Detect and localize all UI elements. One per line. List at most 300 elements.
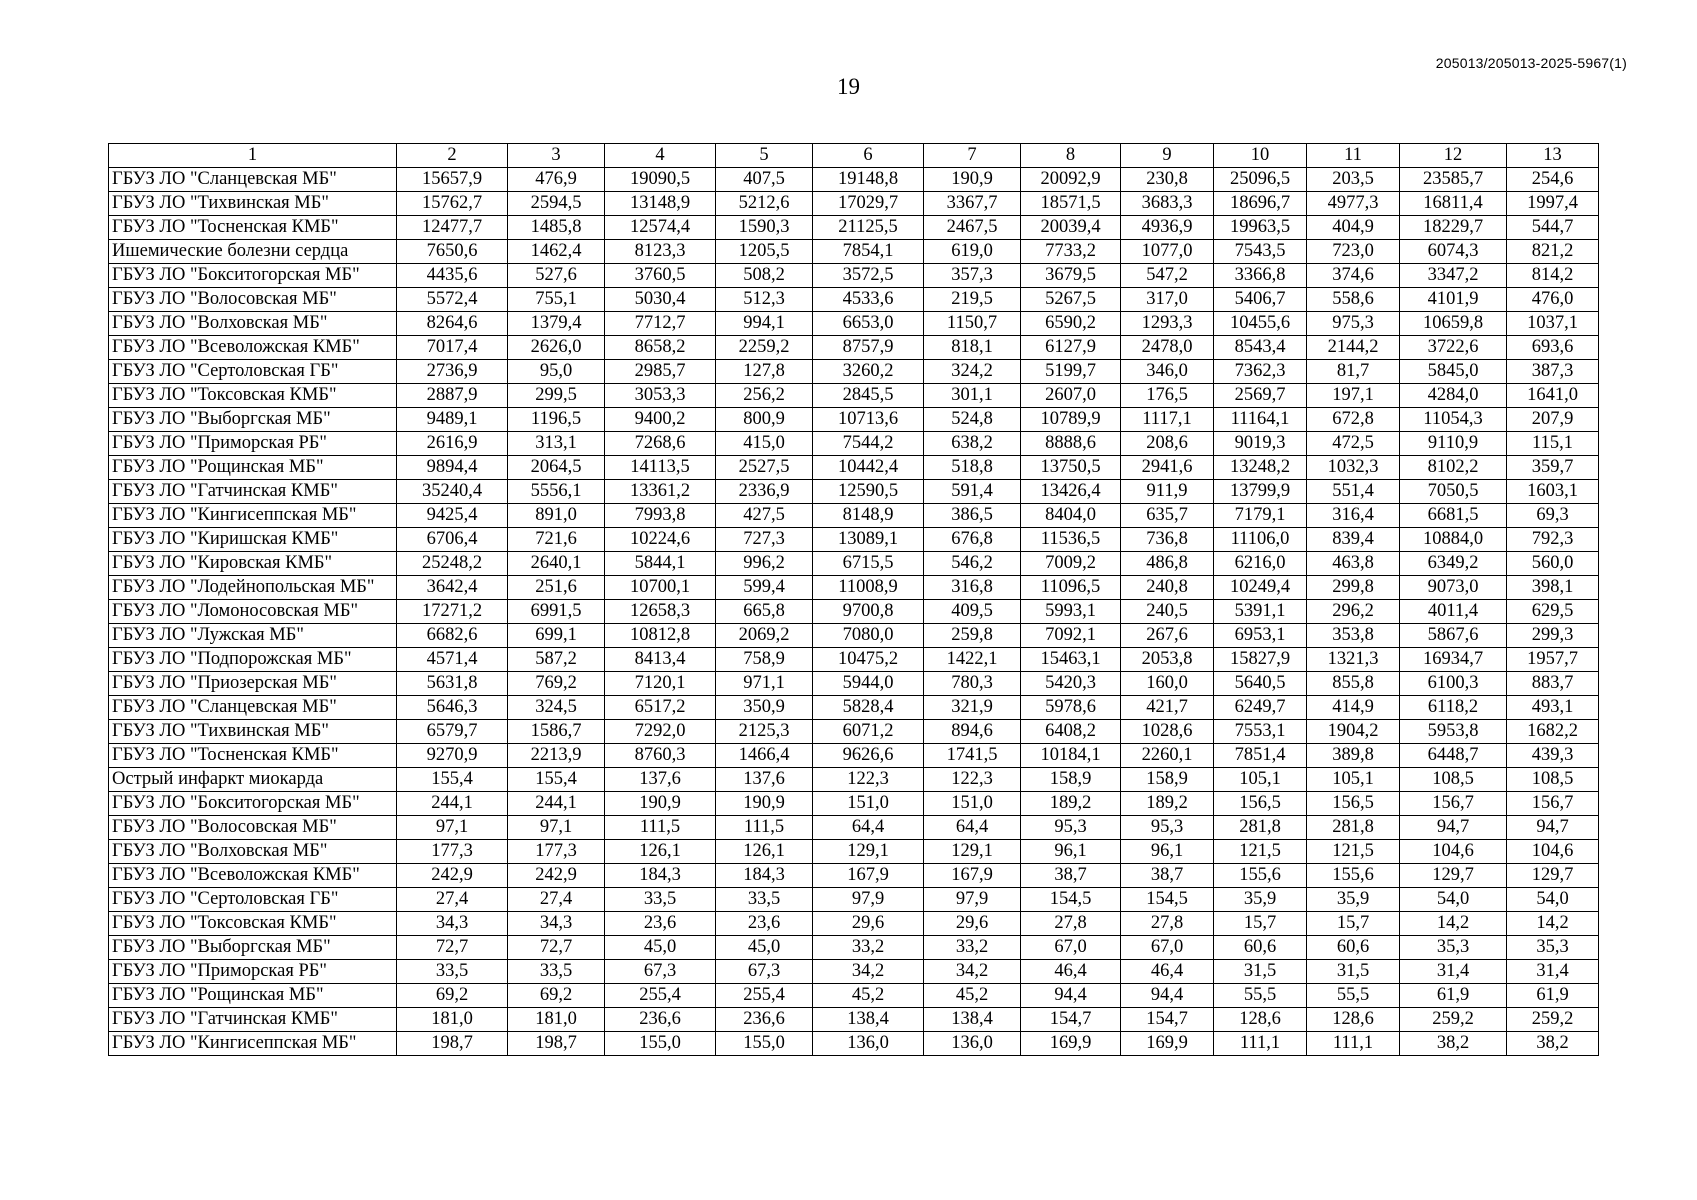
table-cell: 3053,3 xyxy=(605,384,716,408)
table-cell: 97,1 xyxy=(397,816,508,840)
table-row xyxy=(109,1032,1599,1056)
table-cell: 5212,6 xyxy=(716,192,813,216)
table-cell: 31,5 xyxy=(1307,960,1400,984)
table-cell: 7733,2 xyxy=(1021,240,1121,264)
table-cell: 129,7 xyxy=(1400,864,1507,888)
table-cell: 551,4 xyxy=(1307,480,1400,504)
table-cell: 544,7 xyxy=(1507,216,1599,240)
table-cell: 792,3 xyxy=(1507,528,1599,552)
table-cell: 16934,7 xyxy=(1400,648,1507,672)
table-row xyxy=(109,504,1599,528)
table-cell: 321,9 xyxy=(924,696,1021,720)
table-cell: 439,3 xyxy=(1507,744,1599,768)
table-cell: 15,7 xyxy=(1214,912,1307,936)
row-label: ГБУЗ ЛО "Тосненская КМБ" xyxy=(109,216,397,240)
table-row xyxy=(109,552,1599,576)
table-cell: 11008,9 xyxy=(813,576,924,600)
table-cell: 665,8 xyxy=(716,600,813,624)
table-cell: 236,6 xyxy=(605,1008,716,1032)
table-cell: 136,0 xyxy=(924,1032,1021,1056)
table-cell: 7120,1 xyxy=(605,672,716,696)
table-cell: 34,2 xyxy=(813,960,924,984)
table-cell: 587,2 xyxy=(508,648,605,672)
table-cell: 769,2 xyxy=(508,672,605,696)
table-cell: 676,8 xyxy=(924,528,1021,552)
table-cell: 407,5 xyxy=(716,168,813,192)
table-cell: 34,3 xyxy=(508,912,605,936)
table-cell: 15762,7 xyxy=(397,192,508,216)
table-cell: 94,4 xyxy=(1121,984,1214,1008)
table-cell: 316,4 xyxy=(1307,504,1400,528)
table-cell: 619,0 xyxy=(924,240,1021,264)
table-cell: 96,1 xyxy=(1121,840,1214,864)
table-cell: 67,3 xyxy=(605,960,716,984)
row-label: ГБУЗ ЛО "Выборгская МБ" xyxy=(109,936,397,960)
table-cell: 2478,0 xyxy=(1121,336,1214,360)
table-cell: 2260,1 xyxy=(1121,744,1214,768)
table-cell: 255,4 xyxy=(716,984,813,1008)
table-cell: 2064,5 xyxy=(508,456,605,480)
document-id: 205013/205013-2025-5967(1) xyxy=(1435,55,1627,71)
table-cell: 6681,5 xyxy=(1400,504,1507,528)
table-cell: 9110,9 xyxy=(1400,432,1507,456)
table-cell: 254,6 xyxy=(1507,168,1599,192)
table-cell: 1037,1 xyxy=(1507,312,1599,336)
table-cell: 1150,7 xyxy=(924,312,1021,336)
table-row xyxy=(109,480,1599,504)
table-cell: 427,5 xyxy=(716,504,813,528)
table-cell: 236,6 xyxy=(716,1008,813,1032)
table-row xyxy=(109,168,1599,192)
table-cell: 33,5 xyxy=(397,960,508,984)
table-cell: 184,3 xyxy=(605,864,716,888)
table-cell: 13361,2 xyxy=(605,480,716,504)
table-cell: 4435,6 xyxy=(397,264,508,288)
table-cell: 508,2 xyxy=(716,264,813,288)
table-cell: 404,9 xyxy=(1307,216,1400,240)
table-cell: 10442,4 xyxy=(813,456,924,480)
table-cell: 2941,6 xyxy=(1121,456,1214,480)
table-cell: 6579,7 xyxy=(397,720,508,744)
table-cell: 69,2 xyxy=(397,984,508,1008)
table-cell: 19090,5 xyxy=(605,168,716,192)
table-cell: 45,0 xyxy=(605,936,716,960)
table-cell: 158,9 xyxy=(1121,768,1214,792)
table-cell: 55,5 xyxy=(1214,984,1307,1008)
table-cell: 12574,4 xyxy=(605,216,716,240)
table-cell: 524,8 xyxy=(924,408,1021,432)
table-cell: 317,0 xyxy=(1121,288,1214,312)
table-cell: 1603,1 xyxy=(1507,480,1599,504)
table-row xyxy=(109,624,1599,648)
table-row xyxy=(109,384,1599,408)
table-row xyxy=(109,720,1599,744)
table-cell: 104,6 xyxy=(1507,840,1599,864)
table-cell: 476,0 xyxy=(1507,288,1599,312)
statistics-table xyxy=(108,143,1599,1056)
table-cell: 33,5 xyxy=(508,960,605,984)
table-cell: 3347,2 xyxy=(1400,264,1507,288)
table-cell: 7553,1 xyxy=(1214,720,1307,744)
table-cell: 5646,3 xyxy=(397,696,508,720)
table-cell: 12477,7 xyxy=(397,216,508,240)
table-cell: 629,5 xyxy=(1507,600,1599,624)
table-cell: 189,2 xyxy=(1021,792,1121,816)
row-label: ГБУЗ ЛО "Приморская РБ" xyxy=(109,960,397,984)
row-label: ГБУЗ ЛО "Токсовская КМБ" xyxy=(109,912,397,936)
table-cell: 12658,3 xyxy=(605,600,716,624)
table-cell: 151,0 xyxy=(924,792,1021,816)
table-cell: 5199,7 xyxy=(1021,360,1121,384)
table-cell: 6953,1 xyxy=(1214,624,1307,648)
table-cell: 169,9 xyxy=(1121,1032,1214,1056)
table-row xyxy=(109,840,1599,864)
table-cell: 818,1 xyxy=(924,336,1021,360)
table-cell: 10224,6 xyxy=(605,528,716,552)
table-cell: 6682,6 xyxy=(397,624,508,648)
table-cell: 7017,4 xyxy=(397,336,508,360)
table-cell: 54,0 xyxy=(1507,888,1599,912)
table-cell: 259,2 xyxy=(1507,1008,1599,1032)
row-label: ГБУЗ ЛО "Ломоносовская МБ" xyxy=(109,600,397,624)
table-cell: 389,8 xyxy=(1307,744,1400,768)
table-cell: 38,2 xyxy=(1400,1032,1507,1056)
table-cell: 5953,8 xyxy=(1400,720,1507,744)
table-cell: 4571,4 xyxy=(397,648,508,672)
table-cell: 138,4 xyxy=(813,1008,924,1032)
table-cell: 137,6 xyxy=(605,768,716,792)
table-cell: 155,6 xyxy=(1307,864,1400,888)
column-header-1: 1 xyxy=(109,144,397,168)
table-cell: 493,1 xyxy=(1507,696,1599,720)
table-cell: 2985,7 xyxy=(605,360,716,384)
table-cell: 8413,4 xyxy=(605,648,716,672)
table-cell: 296,2 xyxy=(1307,600,1400,624)
table-cell: 138,4 xyxy=(924,1008,1021,1032)
table-cell: 357,3 xyxy=(924,264,1021,288)
table-cell: 105,1 xyxy=(1307,768,1400,792)
table-cell: 1117,1 xyxy=(1121,408,1214,432)
table-cell: 11164,1 xyxy=(1214,408,1307,432)
row-label: ГБУЗ ЛО "Волосовская МБ" xyxy=(109,816,397,840)
row-label: ГБУЗ ЛО "Подпорожская МБ" xyxy=(109,648,397,672)
row-label: ГБУЗ ЛО "Бокситогорская МБ" xyxy=(109,792,397,816)
column-header-6: 6 xyxy=(813,144,924,168)
table-cell: 34,3 xyxy=(397,912,508,936)
table-cell: 3572,5 xyxy=(813,264,924,288)
table-cell: 126,1 xyxy=(605,840,716,864)
table-cell: 17271,2 xyxy=(397,600,508,624)
table-cell: 190,9 xyxy=(924,168,1021,192)
table-cell: 155,0 xyxy=(605,1032,716,1056)
table-cell: 1321,3 xyxy=(1307,648,1400,672)
table-cell: 104,6 xyxy=(1400,840,1507,864)
table-cell: 29,6 xyxy=(924,912,1021,936)
row-label: ГБУЗ ЛО "Кировская КМБ" xyxy=(109,552,397,576)
table-row xyxy=(109,456,1599,480)
table-cell: 996,2 xyxy=(716,552,813,576)
table-cell: 6216,0 xyxy=(1214,552,1307,576)
table-cell: 398,1 xyxy=(1507,576,1599,600)
table-cell: 472,5 xyxy=(1307,432,1400,456)
table-cell: 158,9 xyxy=(1021,768,1121,792)
table-cell: 7179,1 xyxy=(1214,504,1307,528)
table-cell: 95,3 xyxy=(1021,816,1121,840)
table-cell: 971,1 xyxy=(716,672,813,696)
table-cell: 95,0 xyxy=(508,360,605,384)
row-label: ГБУЗ ЛО "Всеволожская КМБ" xyxy=(109,864,397,888)
table-cell: 386,5 xyxy=(924,504,1021,528)
table-cell: 1466,4 xyxy=(716,744,813,768)
table-cell: 387,3 xyxy=(1507,360,1599,384)
row-label: ГБУЗ ЛО "Приозерская МБ" xyxy=(109,672,397,696)
table-cell: 723,0 xyxy=(1307,240,1400,264)
table-cell: 7050,5 xyxy=(1400,480,1507,504)
table-cell: 3366,8 xyxy=(1214,264,1307,288)
table-cell: 301,1 xyxy=(924,384,1021,408)
table-cell: 9400,2 xyxy=(605,408,716,432)
table-cell: 591,4 xyxy=(924,480,1021,504)
table-body xyxy=(109,144,1599,1056)
table-cell: 6517,2 xyxy=(605,696,716,720)
table-cell: 121,5 xyxy=(1307,840,1400,864)
table-cell: 6991,5 xyxy=(508,600,605,624)
column-header-13: 13 xyxy=(1507,144,1599,168)
table-cell: 154,7 xyxy=(1121,1008,1214,1032)
table-cell: 156,7 xyxy=(1507,792,1599,816)
table-cell: 6706,4 xyxy=(397,528,508,552)
table-cell: 7851,4 xyxy=(1214,744,1307,768)
row-label: ГБУЗ ЛО "Сертоловская ГБ" xyxy=(109,360,397,384)
table-cell: 894,6 xyxy=(924,720,1021,744)
table-row xyxy=(109,600,1599,624)
row-label: ГБУЗ ЛО "Рощинская МБ" xyxy=(109,984,397,1008)
table-cell: 2467,5 xyxy=(924,216,1021,240)
table-cell: 9700,8 xyxy=(813,600,924,624)
row-label: ГБУЗ ЛО "Сланцевская МБ" xyxy=(109,168,397,192)
table-row xyxy=(109,336,1599,360)
table-cell: 6100,3 xyxy=(1400,672,1507,696)
table-cell: 2213,9 xyxy=(508,744,605,768)
table-cell: 9425,4 xyxy=(397,504,508,528)
table-cell: 7650,6 xyxy=(397,240,508,264)
table-cell: 13089,1 xyxy=(813,528,924,552)
table-cell: 155,4 xyxy=(508,768,605,792)
table-cell: 64,4 xyxy=(813,816,924,840)
row-label: ГБУЗ ЛО "Бокситогорская МБ" xyxy=(109,264,397,288)
table-cell: 911,9 xyxy=(1121,480,1214,504)
table-cell: 2053,8 xyxy=(1121,648,1214,672)
table-cell: 181,0 xyxy=(508,1008,605,1032)
table-cell: 14113,5 xyxy=(605,456,716,480)
table-cell: 9626,6 xyxy=(813,744,924,768)
table-cell: 129,1 xyxy=(924,840,1021,864)
table-row xyxy=(109,936,1599,960)
column-header-9: 9 xyxy=(1121,144,1214,168)
page-number: 19 xyxy=(837,74,860,99)
table-cell: 207,9 xyxy=(1507,408,1599,432)
table-cell: 31,4 xyxy=(1400,960,1507,984)
table-cell: 2640,1 xyxy=(508,552,605,576)
table-row xyxy=(109,240,1599,264)
table-cell: 18696,7 xyxy=(1214,192,1307,216)
table-cell: 8264,6 xyxy=(397,312,508,336)
row-label: ГБУЗ ЛО "Сланцевская МБ" xyxy=(109,696,397,720)
table-cell: 2069,2 xyxy=(716,624,813,648)
table-cell: 1205,5 xyxy=(716,240,813,264)
table-cell: 35,9 xyxy=(1307,888,1400,912)
table-cell: 7362,3 xyxy=(1214,360,1307,384)
table-cell: 177,3 xyxy=(397,840,508,864)
table-cell: 6349,2 xyxy=(1400,552,1507,576)
table-cell: 69,3 xyxy=(1507,504,1599,528)
table-cell: 27,4 xyxy=(397,888,508,912)
table-cell: 240,5 xyxy=(1121,600,1214,624)
table-cell: 7092,1 xyxy=(1021,624,1121,648)
table-cell: 167,9 xyxy=(813,864,924,888)
table-cell: 97,1 xyxy=(508,816,605,840)
table-cell: 97,9 xyxy=(924,888,1021,912)
column-header-10: 10 xyxy=(1214,144,1307,168)
row-label: ГБУЗ ЛО "Волосовская МБ" xyxy=(109,288,397,312)
table-cell: 190,9 xyxy=(716,792,813,816)
table-row xyxy=(109,648,1599,672)
table-cell: 155,0 xyxy=(716,1032,813,1056)
table-cell: 9019,3 xyxy=(1214,432,1307,456)
table-cell: 527,6 xyxy=(508,264,605,288)
table-cell: 8102,2 xyxy=(1400,456,1507,480)
table-cell: 33,2 xyxy=(813,936,924,960)
table-cell: 94,7 xyxy=(1507,816,1599,840)
table-cell: 4977,3 xyxy=(1307,192,1400,216)
table-cell: 1032,3 xyxy=(1307,456,1400,480)
table-cell: 346,0 xyxy=(1121,360,1214,384)
table-cell: 54,0 xyxy=(1400,888,1507,912)
row-label: ГБУЗ ЛО "Кингисеппская МБ" xyxy=(109,1032,397,1056)
table-cell: 251,6 xyxy=(508,576,605,600)
table-cell: 6590,2 xyxy=(1021,312,1121,336)
table-cell: 5631,8 xyxy=(397,672,508,696)
table-cell: 975,3 xyxy=(1307,312,1400,336)
table-cell: 156,5 xyxy=(1214,792,1307,816)
row-label: ГБУЗ ЛО "Гатчинская КМБ" xyxy=(109,480,397,504)
table-cell: 2259,2 xyxy=(716,336,813,360)
table-cell: 7080,0 xyxy=(813,624,924,648)
table-cell: 184,3 xyxy=(716,864,813,888)
table-cell: 72,7 xyxy=(397,936,508,960)
table-cell: 2125,3 xyxy=(716,720,813,744)
table-cell: 259,8 xyxy=(924,624,1021,648)
table-cell: 20039,4 xyxy=(1021,216,1121,240)
table-row xyxy=(109,864,1599,888)
table-cell: 16811,4 xyxy=(1400,192,1507,216)
table-cell: 5030,4 xyxy=(605,288,716,312)
table-cell: 547,2 xyxy=(1121,264,1214,288)
table-cell: 115,1 xyxy=(1507,432,1599,456)
table-cell: 800,9 xyxy=(716,408,813,432)
table-cell: 409,5 xyxy=(924,600,1021,624)
table-cell: 4936,9 xyxy=(1121,216,1214,240)
table-cell: 256,2 xyxy=(716,384,813,408)
table-row xyxy=(109,216,1599,240)
table-cell: 1196,5 xyxy=(508,408,605,432)
table-cell: 4011,4 xyxy=(1400,600,1507,624)
table-cell: 31,4 xyxy=(1507,960,1599,984)
table-cell: 38,7 xyxy=(1121,864,1214,888)
table-cell: 33,2 xyxy=(924,936,1021,960)
table-cell: 2607,0 xyxy=(1021,384,1121,408)
table-cell: 203,5 xyxy=(1307,168,1400,192)
table-row xyxy=(109,960,1599,984)
table-cell: 129,1 xyxy=(813,840,924,864)
table-cell: 2626,0 xyxy=(508,336,605,360)
table-cell: 518,8 xyxy=(924,456,1021,480)
table-cell: 156,7 xyxy=(1400,792,1507,816)
table-cell: 2887,9 xyxy=(397,384,508,408)
table-cell: 128,6 xyxy=(1214,1008,1307,1032)
table-cell: 560,0 xyxy=(1507,552,1599,576)
table-cell: 19963,5 xyxy=(1214,216,1307,240)
table-cell: 111,1 xyxy=(1307,1032,1400,1056)
table-cell: 10789,9 xyxy=(1021,408,1121,432)
table-cell: 299,5 xyxy=(508,384,605,408)
table-cell: 122,3 xyxy=(813,768,924,792)
table-cell: 230,8 xyxy=(1121,168,1214,192)
table-cell: 5845,0 xyxy=(1400,360,1507,384)
table-cell: 27,8 xyxy=(1121,912,1214,936)
table-cell: 6715,5 xyxy=(813,552,924,576)
table-row xyxy=(109,192,1599,216)
table-row xyxy=(109,264,1599,288)
table-header-row xyxy=(109,144,1599,168)
table-cell: 5828,4 xyxy=(813,696,924,720)
table-cell: 46,4 xyxy=(1121,960,1214,984)
table-cell: 2594,5 xyxy=(508,192,605,216)
table-cell: 45,2 xyxy=(924,984,1021,1008)
table-cell: 267,6 xyxy=(1121,624,1214,648)
table-cell: 1293,3 xyxy=(1121,312,1214,336)
table-cell: 154,5 xyxy=(1121,888,1214,912)
table-cell: 1682,2 xyxy=(1507,720,1599,744)
table-cell: 736,8 xyxy=(1121,528,1214,552)
table-cell: 155,6 xyxy=(1214,864,1307,888)
table-cell: 5867,6 xyxy=(1400,624,1507,648)
table-cell: 3642,4 xyxy=(397,576,508,600)
table-row xyxy=(109,744,1599,768)
table-cell: 23,6 xyxy=(716,912,813,936)
table-cell: 45,0 xyxy=(716,936,813,960)
table-cell: 244,1 xyxy=(508,792,605,816)
table-cell: 61,9 xyxy=(1507,984,1599,1008)
table-cell: 1904,2 xyxy=(1307,720,1400,744)
table-cell: 6118,2 xyxy=(1400,696,1507,720)
table-cell: 721,6 xyxy=(508,528,605,552)
table-cell: 5391,1 xyxy=(1214,600,1307,624)
table-cell: 27,4 xyxy=(508,888,605,912)
table-cell: 6071,2 xyxy=(813,720,924,744)
row-label: ГБУЗ ЛО "Тихвинская МБ" xyxy=(109,720,397,744)
row-label: ГБУЗ ЛО "Лодейнопольская МБ" xyxy=(109,576,397,600)
table-row xyxy=(109,984,1599,1008)
table-cell: 155,4 xyxy=(397,768,508,792)
table-cell: 189,2 xyxy=(1121,792,1214,816)
table-cell: 35,3 xyxy=(1400,936,1507,960)
column-header-3: 3 xyxy=(508,144,605,168)
table-row xyxy=(109,1008,1599,1032)
table-cell: 108,5 xyxy=(1507,768,1599,792)
table-cell: 281,8 xyxy=(1307,816,1400,840)
table-cell: 46,4 xyxy=(1021,960,1121,984)
